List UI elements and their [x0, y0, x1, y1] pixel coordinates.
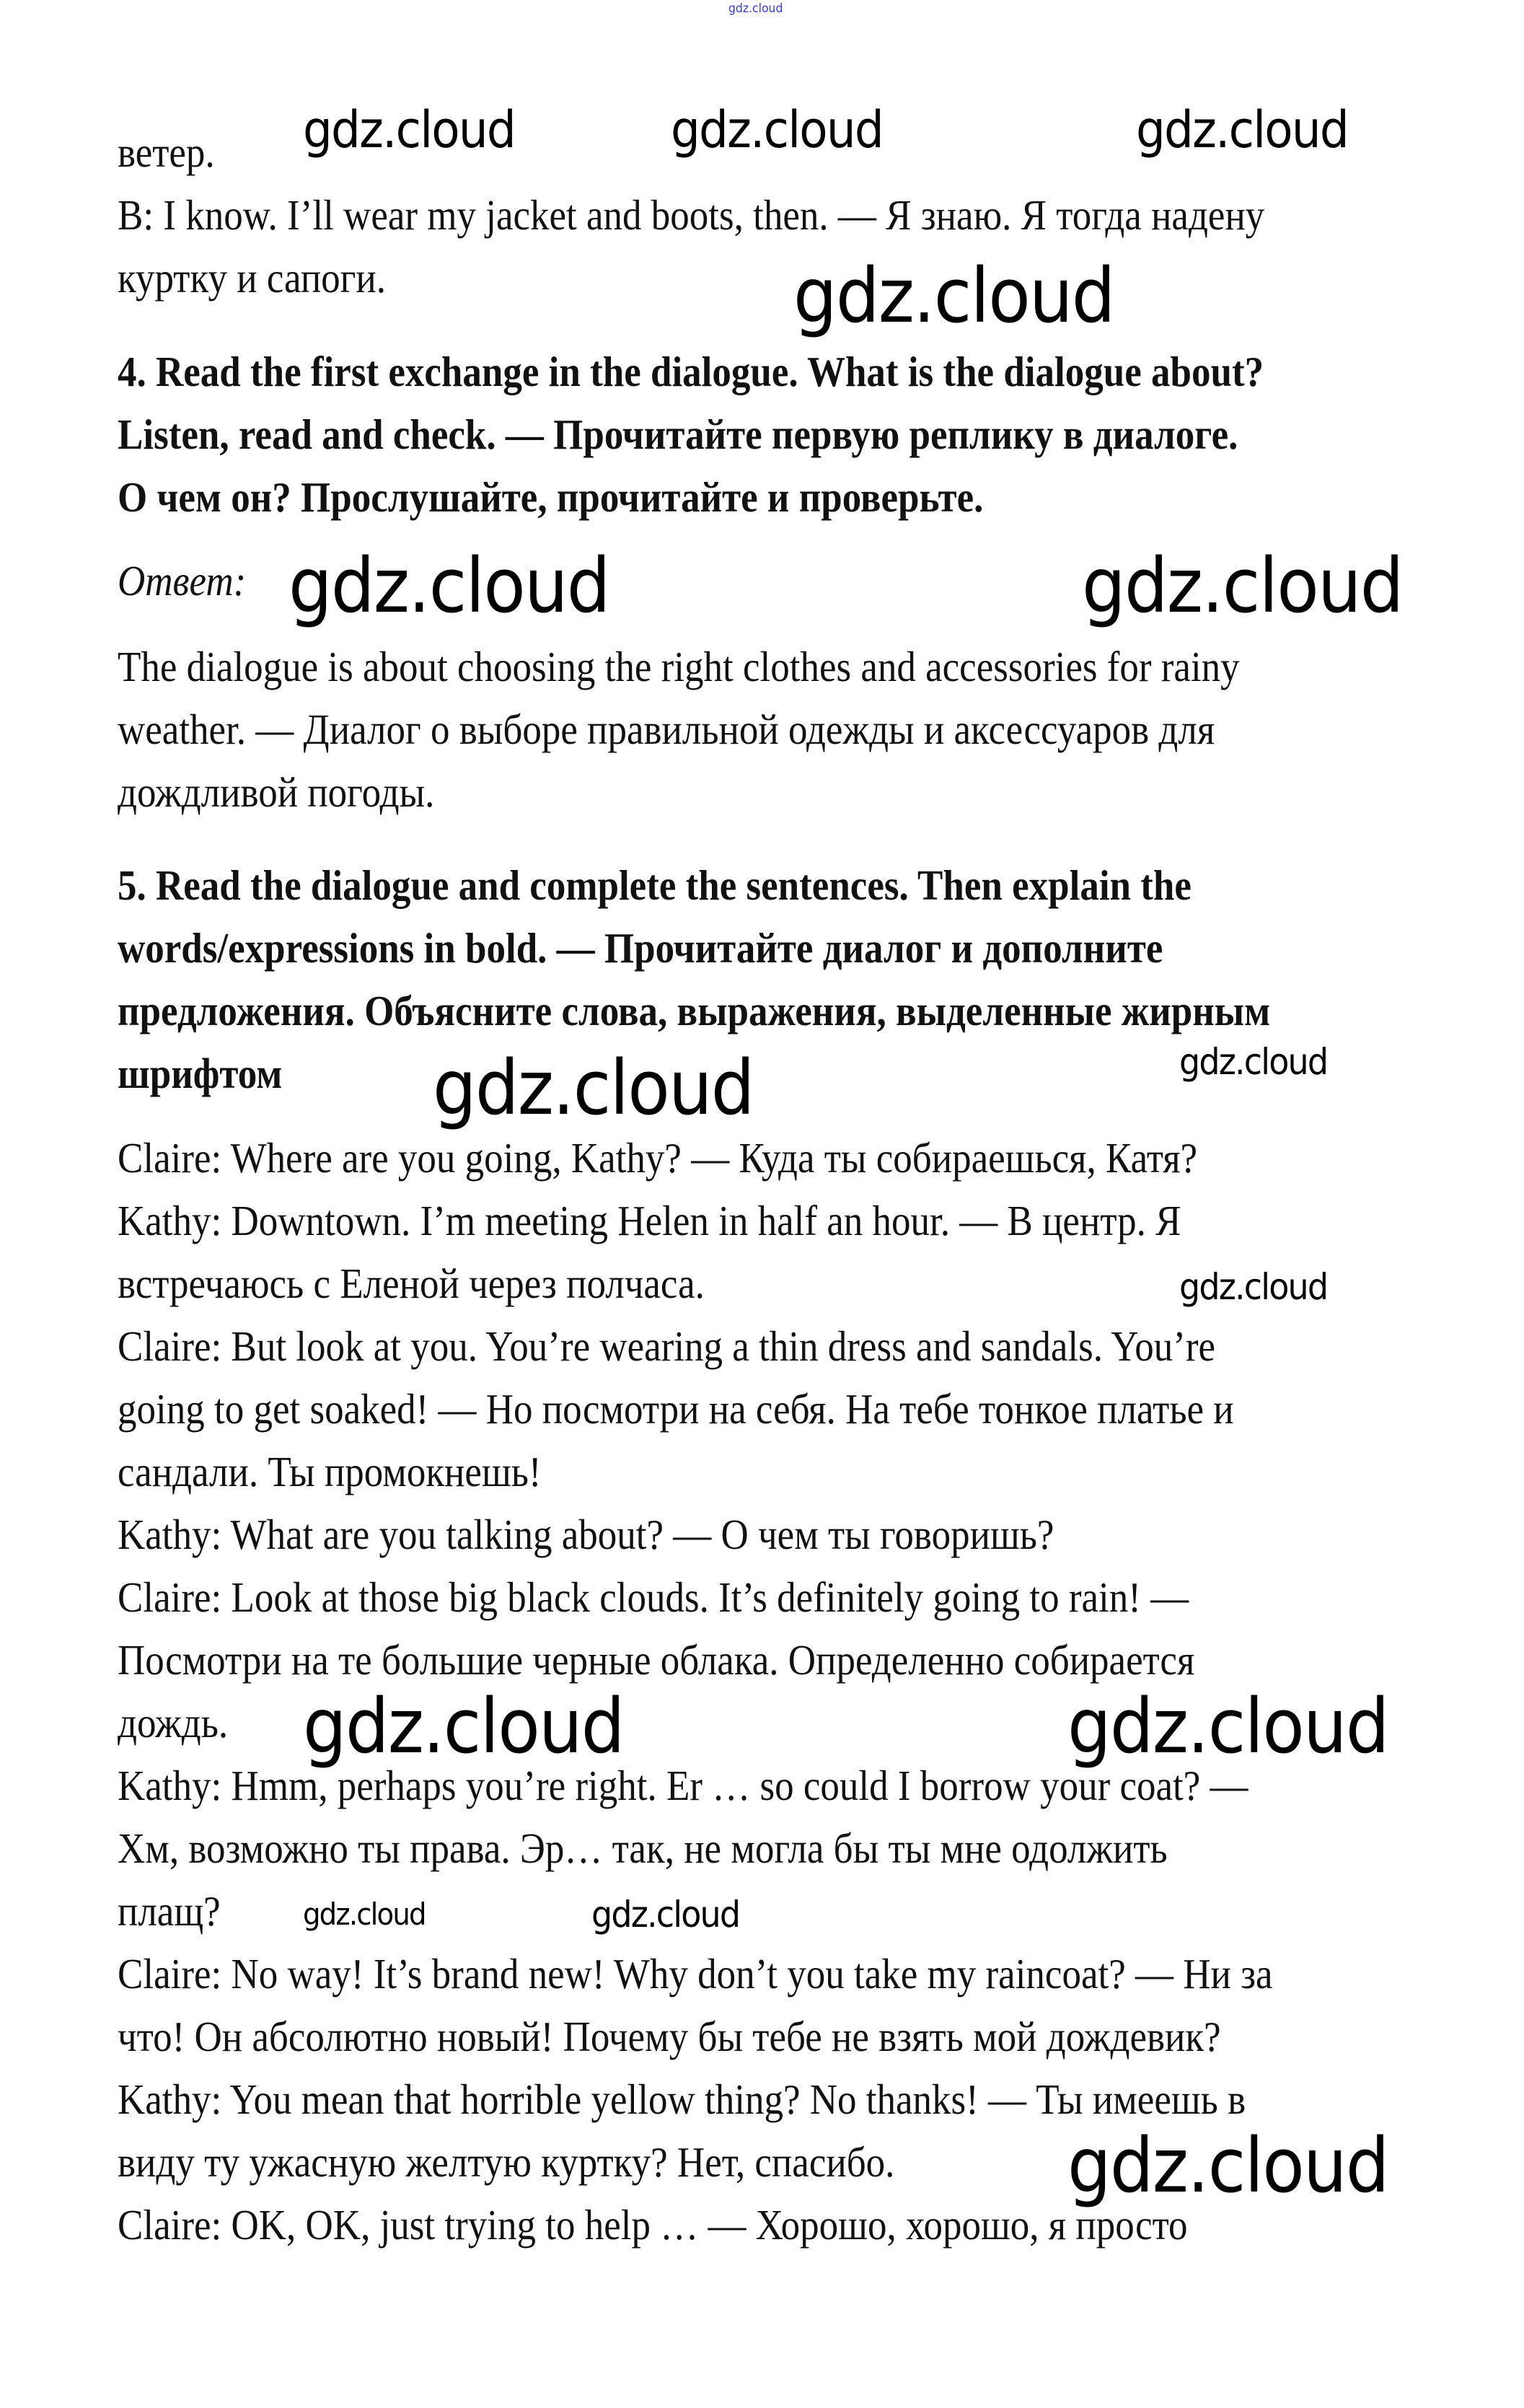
text-line: ветер.	[118, 129, 215, 177]
watermark: gdz.cloud	[671, 100, 883, 159]
text-line: Kathy: You mean that horrible yellow thing? No thanks! — Ты имеешь в	[118, 2076, 1246, 2124]
answer-label: Ответ:	[118, 558, 247, 605]
text-line: Claire: But look at you. You’re wearing a thin dress and sandals. You’re	[118, 1323, 1216, 1371]
text-line: Kathy: Downtown. I’m meeting Helen in half an hour. — В центр. Я	[118, 1198, 1181, 1245]
task-heading-line: words/expressions in bold. — Прочитайте диалог и дополните	[118, 925, 1163, 972]
text-line: going to get soaked! — Но посмотри на себя. На тебе тонкое платье и	[118, 1386, 1234, 1433]
task-heading-line: шрифтом	[118, 1050, 283, 1098]
watermark: gdz.cloud	[1136, 100, 1348, 159]
task-heading-line: 5. Read the dialogue and complete the sentences. Then explain the	[118, 862, 1192, 910]
text-line: дождь.	[118, 1700, 229, 1747]
text-line: Claire: Look at those big black clouds. It’s definitely going to rain! —	[118, 1574, 1189, 1622]
watermark: gdz.cloud	[793, 252, 1114, 340]
watermark: gdz.cloud	[591, 1894, 740, 1935]
watermark: gdz.cloud	[288, 542, 609, 630]
text-line: виду ту ужасную желтую куртку? Нет, спасибо.	[118, 2139, 895, 2187]
watermark: gdz.cloud	[1067, 2122, 1388, 2210]
text-line: Claire: Where are you going, Kathy? — Куда ты собираешься, Катя?	[118, 1135, 1198, 1182]
text-line: weather. — Диалог о выборе правильной одежды и аксессуаров для	[118, 706, 1215, 754]
text-line: Claire: OK, OK, just trying to help … — Хорошо, хорошо, я просто	[118, 2202, 1188, 2249]
text-line: Хм, возможно ты права. Эр… так, не могла бы ты мне одолжить	[118, 1825, 1168, 1873]
text-line: сандали. Ты промокнешь!	[118, 1449, 542, 1496]
text-line: Claire: No way! It’s brand new! Why don’t you take my raincoat? — Ни за	[118, 1951, 1273, 1998]
watermark: gdz.cloud	[433, 1044, 754, 1132]
text-line: куртку и сапоги.	[118, 255, 387, 302]
text-line: что! Он абсолютно новый! Почему бы тебе не взять мой дождевик?	[118, 2013, 1221, 2061]
text-line: Kathy: Hmm, perhaps you’re right. Er … so could I borrow your coat? —	[118, 1762, 1248, 1810]
header-watermark: gdz.cloud	[728, 1, 783, 16]
watermark: gdz.cloud	[303, 100, 515, 159]
watermark: gdz.cloud	[303, 1897, 426, 1932]
watermark: gdz.cloud	[1179, 1266, 1328, 1308]
task-heading-line: 4. Read the first exchange in the dialogue. What is the dialogue about?	[118, 348, 1264, 396]
text-line: Посмотри на те большие черные облака. Определенно собирается	[118, 1637, 1195, 1684]
task-heading-line: О чем он? Прослушайте, прочитайте и проверьте.	[118, 474, 984, 522]
text-line: встречаюсь с Еленой через полчаса.	[118, 1260, 705, 1308]
task-heading-line: Listen, read and check. — Прочитайте первую реплику в диалоге.	[118, 411, 1238, 459]
watermark: gdz.cloud	[1179, 1041, 1328, 1083]
text-line: дождливой погоды.	[118, 769, 435, 817]
text-line: Kathy: What are you talking about? — О чем ты говоришь?	[118, 1511, 1054, 1559]
task-heading-line: предложения. Объясните слова, выражения, выделенные жирным	[118, 988, 1271, 1035]
text-line: The dialogue is about choosing the right clothes and accessories for rainy	[118, 643, 1240, 691]
text-line: B: I know. I’ll wear my jacket and boots, then. — Я знаю. Я тогда надену	[118, 192, 1265, 240]
text-line: плащ?	[118, 1888, 221, 1935]
watermark: gdz.cloud	[1067, 1682, 1388, 1770]
watermark: gdz.cloud	[1082, 542, 1403, 630]
watermark: gdz.cloud	[303, 1682, 624, 1770]
